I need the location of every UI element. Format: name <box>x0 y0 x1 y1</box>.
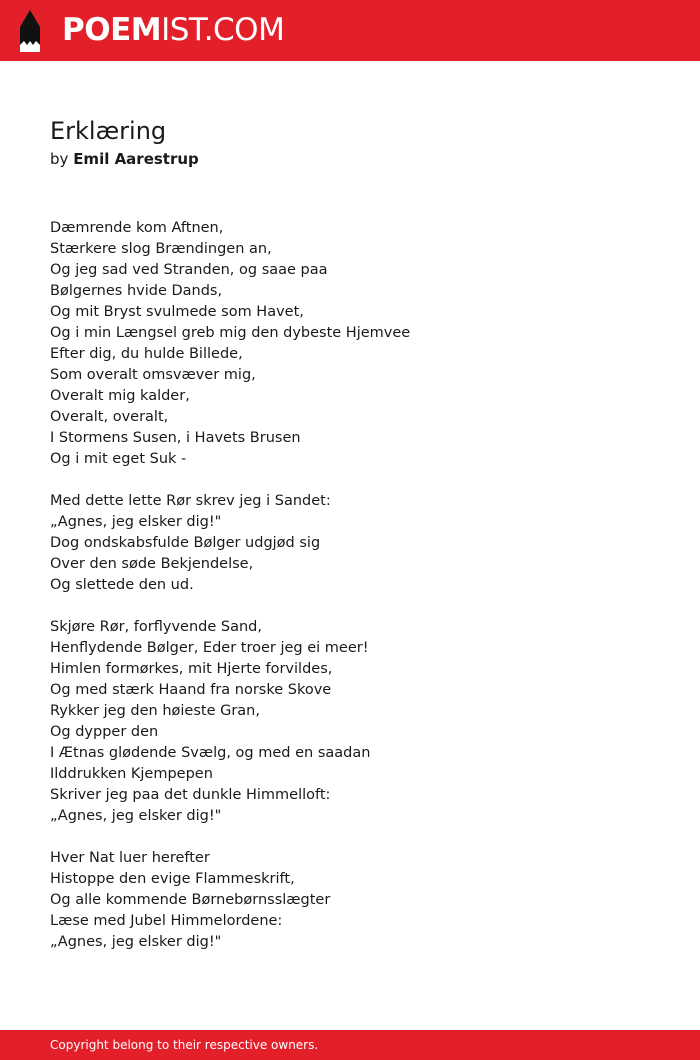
poem-line: Og dypper den <box>50 724 159 740</box>
header-bar <box>0 0 700 61</box>
byline <box>50 148 199 170</box>
pencil-icon <box>16 9 44 53</box>
stanza <box>50 218 670 470</box>
poem-line: Overalt, overalt, <box>50 409 169 425</box>
by-label: by <box>50 150 69 168</box>
logo-bold-text: POEM <box>62 12 162 48</box>
poem-line: Skriver jeg paa det dunkle Himmelloft: <box>50 787 331 803</box>
poem-line: Rykker jeg den høieste Gran, <box>50 703 260 719</box>
poem-line: Ilddrukken Kjempepen <box>50 766 213 782</box>
poem-line: Henflydende Bølger, Eder troer jeg ei meer! <box>50 640 369 656</box>
poem-line: Dog ondskabsfulde Bølger udgjød sig <box>50 535 321 551</box>
poem-line: Og alle kommende Børnebørnsslægter <box>50 892 331 908</box>
poem-line: Hver Nat luer herefter <box>50 850 210 866</box>
poem-line: I Ætnas glødende Svælg, og med en saadan <box>50 745 371 761</box>
poem-line: Og i min Længsel greb mig den dybeste Hjemvee <box>50 325 411 341</box>
poem-line: Efter dig, du hulde Billede, <box>50 346 243 362</box>
poem-line: I Stormens Susen, i Havets Brusen <box>50 430 301 446</box>
poem-line: Bølgernes hvide Dands, <box>50 283 223 299</box>
stanza <box>50 617 670 827</box>
poem-line: Histoppe den evige Flammeskrift, <box>50 871 295 887</box>
poem-line: Og jeg sad ved Stranden, og saae paa <box>50 262 328 278</box>
poem-line: Og slettede den ud. <box>50 577 194 593</box>
footer-bar <box>0 1030 700 1060</box>
poem-line: Læse med Jubel Himmelordene: <box>50 913 283 929</box>
poem-line: Og i mit eget Suk - <box>50 451 187 467</box>
poem-line: Overalt mig kalder, <box>50 388 190 404</box>
poem-line: Med dette lette Rør skrev jeg i Sandet: <box>50 493 331 509</box>
stanza <box>50 491 670 596</box>
site-logo[interactable] <box>62 10 284 50</box>
poem-line: Skjøre Rør, forflyvende Sand, <box>50 619 262 635</box>
poem-line: Og mit Bryst svulmede som Havet, <box>50 304 304 320</box>
author-name: Emil Aarestrup <box>73 150 199 168</box>
poem-line: Og med stærk Haand fra norske Skove <box>50 682 332 698</box>
poem-line: Som overalt omsvæver mig, <box>50 367 256 383</box>
poem-line: Stærkere slog Brændingen an, <box>50 241 272 257</box>
stanza <box>50 848 670 953</box>
logo-light-text: IST.COM <box>161 12 285 48</box>
poem-line: „Agnes, jeg elsker dig!" <box>50 934 222 950</box>
poem-line: Dæmrende kom Aftnen, <box>50 220 224 236</box>
poem-line: Himlen formørkes, mit Hjerte forvildes, <box>50 661 333 677</box>
copyright-text: Copyright belong to their respective owners. <box>50 1038 319 1052</box>
poem-line: „Agnes, jeg elsker dig!" <box>50 808 222 824</box>
poem-line: „Agnes, jeg elsker dig!" <box>50 514 222 530</box>
poem-body <box>50 218 670 974</box>
poem-title: Erklæring <box>50 117 167 145</box>
poem-line: Over den søde Bekjendelse, <box>50 556 254 572</box>
